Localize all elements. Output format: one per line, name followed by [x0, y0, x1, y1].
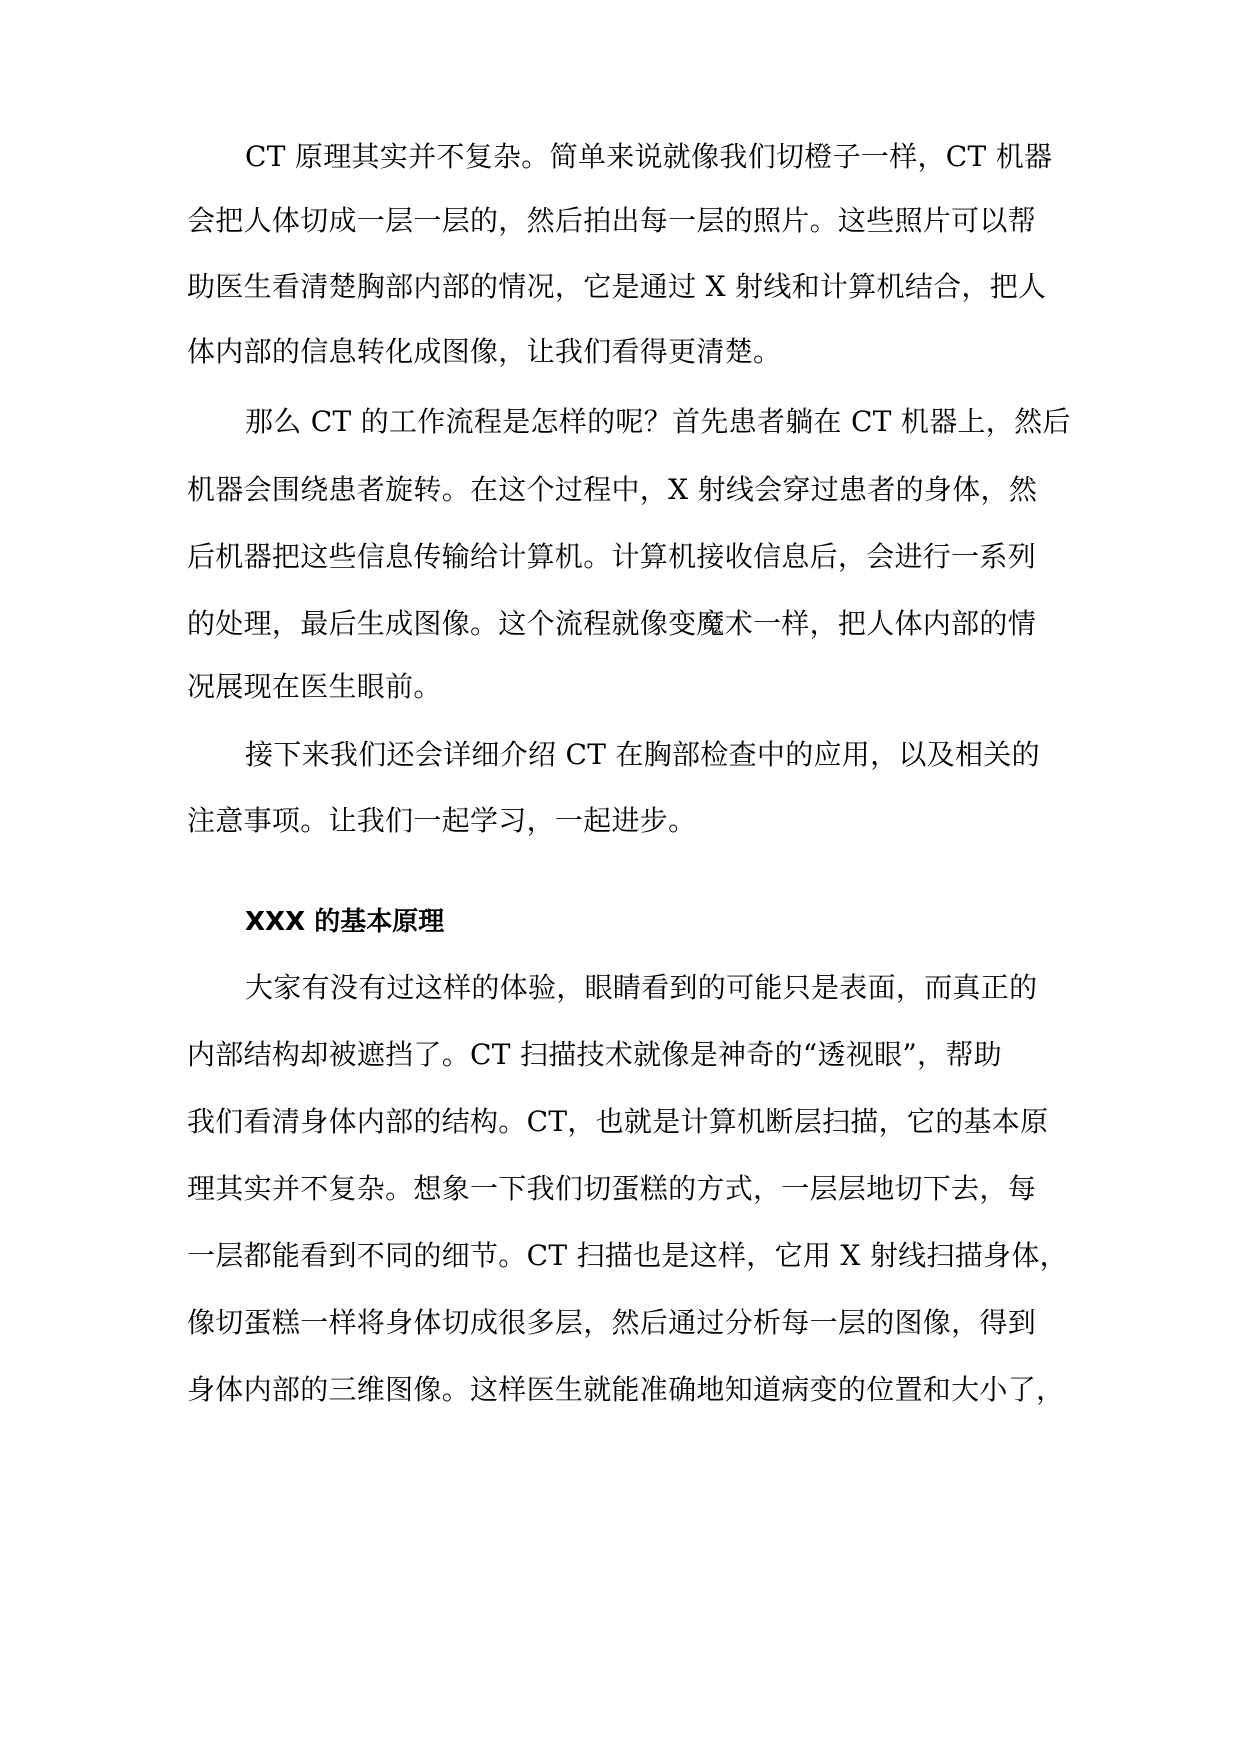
section-paragraph-line-4: 理其实并不复杂。想象一下我们切蛋糕的方式，一层层地切下去，每: [187, 1172, 1037, 1205]
paragraph-1-line-1: CT 原理其实并不复杂。简单来说就像我们切橙子一样，CT 机器: [245, 140, 1053, 173]
paragraph-3-line-2: 注意事项。让我们一起学习，一起进步。: [187, 804, 697, 837]
paragraph-3-line-1: 接下来我们还会详细介绍 CT 在胸部检查中的应用，以及相关的: [245, 738, 1040, 771]
section-paragraph-line-6: 像切蛋糕一样将身体切成很多层，然后通过分析每一层的图像，得到: [187, 1306, 1037, 1339]
section-paragraph-line-3: 我们看清身体内部的结构。CT，也就是计算机断层扫描，它的基本原: [187, 1105, 1049, 1138]
paragraph-1-line-4: 体内部的信息转化成图像，让我们看得更清楚。: [187, 335, 782, 368]
paragraph-1-line-3: 助医生看清楚胸部内部的情况，它是通过 X 射线和计算机结合，把人: [187, 270, 1047, 303]
section-paragraph-line-1: 大家有没有过这样的体验，眼睛看到的可能只是表面，而真正的: [245, 971, 1038, 1004]
section-paragraph-line-5: 一层都能看到不同的细节。CT 扫描也是这样，它用 X 射线扫描身体，: [187, 1239, 1068, 1272]
paragraph-2-line-2: 机器会围绕患者旋转。在这个过程中，X 射线会穿过患者的身体，然: [187, 473, 1038, 506]
section-heading: XXX 的基本原理: [245, 907, 445, 937]
section-paragraph-line-2: 内部结构却被遮挡了。CT 扫描技术就像是神奇的“透视眼”，帮助: [187, 1038, 1002, 1071]
section-paragraph-line-7: 身体内部的三维图像。这样医生就能准确地知道病变的位置和大小了，: [187, 1373, 1065, 1406]
paragraph-2-line-5: 况展现在医生眼前。: [187, 670, 442, 703]
paragraph-1-line-2: 会把人体切成一层一层的，然后拍出每一层的照片。这些照片可以帮: [187, 204, 1037, 237]
paragraph-2-line-1: 那么 CT 的工作流程是怎样的呢？首先患者躺在 CT 机器上，然后: [245, 405, 1071, 438]
paragraph-2-line-4: 的处理，最后生成图像。这个流程就像变魔术一样，把人体内部的情: [187, 607, 1037, 640]
paragraph-2-line-3: 后机器把这些信息传输给计算机。计算机接收信息后，会进行一系列: [187, 540, 1037, 573]
